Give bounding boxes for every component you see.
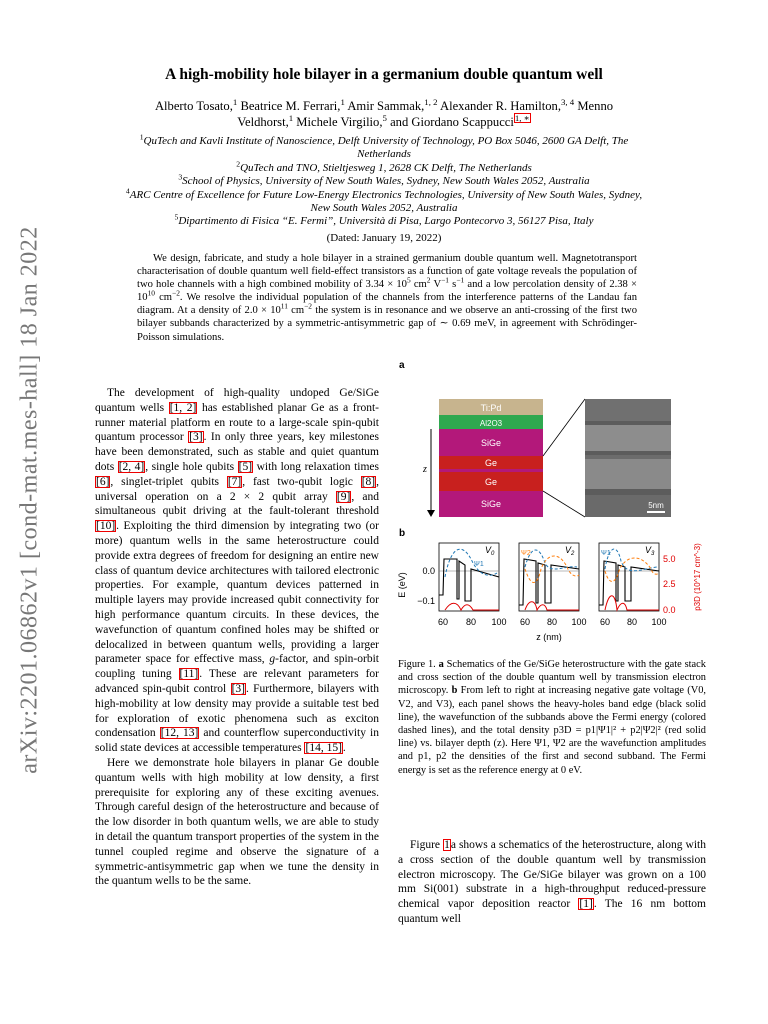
band-panel-v3	[599, 543, 659, 611]
citation-link[interactable]: [14, 15]	[305, 742, 342, 755]
layer-label: Al2O3	[479, 419, 503, 428]
body-column-right	[398, 838, 706, 927]
affiliation: $^3$School of Physics, University of New South Wales, Sydney, New South Wales 2052, Australia	[178, 172, 590, 188]
affiliations	[120, 132, 648, 229]
z-axis-label: z	[423, 464, 427, 475]
author: Amir Sammak,$^{1, 2}$	[347, 96, 438, 113]
panel-title: $V_2$	[565, 545, 575, 557]
svg-text:60: 60	[437, 617, 449, 627]
svg-text:80: 80	[546, 617, 558, 627]
density-curve	[445, 603, 499, 610]
svg-text:80: 80	[626, 617, 638, 627]
citation-link[interactable]: [9]	[336, 490, 351, 503]
author: Alberto Tosato,$^1$	[154, 96, 238, 113]
layer-label: Ti:Pd	[480, 403, 502, 413]
svg-text:100: 100	[491, 617, 507, 627]
svg-text:80: 80	[465, 617, 477, 627]
author: Alexander R. Hamilton,$^{3, 4}$	[439, 96, 575, 113]
panel-b-label: b	[399, 528, 406, 539]
panel-title: $V_0$	[485, 545, 495, 557]
citation-link[interactable]: [1]	[579, 898, 593, 911]
citation-link[interactable]: [8]	[361, 475, 376, 488]
author: Menno Veldhorst,$^1$	[237, 99, 614, 129]
right-axis-label: p3D (10^17 cm^-3)	[693, 543, 702, 611]
z-arrowhead	[427, 510, 435, 517]
affiliation: $^5$Dipartimento di Fisica “E. Fermi”, Università di Pisa, Largo Pontecorvo 3, 56127 Pisa, Italy	[174, 212, 594, 228]
band-panel-v2	[519, 543, 579, 611]
citation-link[interactable]: [2, 4]	[118, 460, 145, 473]
author-list	[130, 98, 638, 130]
svg-text:60: 60	[599, 617, 611, 627]
right-axis	[663, 543, 702, 615]
abstract: We design, fabricate, and study a hole bilayer in a strained germanium double quantum well. Magnetotransport characterisation of double quantum well field-effect transistors as a function of gate voltage reveals the population of two hole channels with a high combined mobility of $3.34 \times 10^5$ $cm^2$ $V^{-1}$ $s^{-1}$ and a low percolation density of $2.38 \times 10^{10}$ $cm^{-2}$. We resolve the individual population of the channels from the interference patterns of the Landau fan diagram. At a density of $2.0 \times 10^{11}$ $cm^{-2}$ the system is in resonance and we observe an anti-crossing of the first two bilayer subbands characterized by a symmetric-antisymmetric gap of ∼ 0.69 meV, in agreement with Schrödinger-Poisson simulations.	[137, 253, 637, 343]
affiliation: $^4$ARC Centre of Excellence for Future Low-Energy Electronics Technologies, University of New South Wales, Sydney, New South Wales 2052, Australia	[125, 185, 643, 215]
figure-ref-link[interactable]: 1	[444, 839, 450, 851]
density-curve	[605, 596, 659, 610]
psi2-label: Ψ2	[521, 550, 531, 557]
citation-link[interactable]: [11]	[179, 668, 199, 681]
density-curve	[525, 602, 579, 610]
x-axis-label: z (nm)	[536, 632, 562, 642]
layer-stack	[439, 399, 543, 517]
svg-text:100: 100	[651, 617, 667, 627]
panel-a-label: a	[399, 360, 405, 371]
author: Beatrice M. Ferrari,$^1$	[240, 96, 345, 113]
date-line: (Dated: January 19, 2022)	[326, 232, 442, 244]
panel-title: $V_3$	[645, 545, 655, 557]
y-tick-label: −0.1	[417, 596, 435, 606]
figure-1	[395, 355, 715, 645]
layer-label: SiGe	[480, 499, 502, 509]
band-edge	[519, 559, 579, 605]
y-tick-label: 0.0	[422, 566, 435, 576]
citation-link[interactable]: [1, 2]	[169, 401, 197, 414]
band-panel-v0	[439, 543, 499, 611]
layer-label: SiGe	[480, 438, 502, 448]
layer-label: Ge	[484, 477, 498, 487]
affiliation: $^1$QuTech and Kavli Institute of Nanoscience, Delft University of Technology, PO Box 5046, 2600 GA Delft, The Netherlands	[139, 132, 629, 161]
paper-title: A high-mobility hole bilayer in a germanium double quantum well	[165, 66, 603, 83]
svg-text:0.0: 0.0	[663, 605, 676, 615]
svg-text:5.0: 5.0	[663, 554, 676, 564]
paragraph: Figure 1a shows a schematics of the heterostructure, along with a cross section of the double quantum well by transmission electron microscopy. The Ge/SiGe bilayer was grown on a 100 mm Si(001) substrate in a high-throughput reduced-pressure chemical vapor deposition reactor [1]. The 16 nm bottom quantum well	[398, 839, 706, 925]
paragraph: The development of high-quality undoped Ge/SiGe quantum wells [1, 2] has established planar Ge as a front-runner material platform en route to a large-scale spin-qubit quantum processor [3]. In only three years, key milestones have been demonstrated, such as stable and quiet quantum dots [2, 4], single hole qubits [5] with long relaxation times [6], singlet-triplet qubits [7], fast two-qubit logic [8], universal operation on a 2 × 2 qubit array [9], and simultaneous qubit driving at the fault-tolerant threshold [10]. Exploiting the third dimension by integrating two (or more) quantum wells in the same heterostructure could provide extra degrees of freedom for designing an entire new class of quantum device architectures with tailored electronic properties. For example, quantum devices patterned in multiple layers may provide increased qubit connectivity for high performance quantum circuits. In these devices, the wavefunction of quantum confined holes may be shifted or delocalized in between quantum wells, providing a larger parameter space for effective mass, g-factor, and spin-orbit coupling tuning [11]. These are relevant parameters for advanced spin-qubit control [3]. Furthermore, bilayers with high-mobility at low density may provide a suitable test bed for exploration of exotic phenomena such as exciton condensation [12, 13] and counterflow superconductivity in solid state devices at accessible temperatures [14, 15].	[95, 387, 379, 755]
svg-text:60: 60	[519, 617, 531, 627]
corresponding-author-link[interactable]: 1, ∗	[514, 112, 530, 123]
svg-text:100: 100	[571, 617, 587, 627]
svg-text:2.5: 2.5	[663, 579, 676, 589]
paragraph: Here we demonstrate hole bilayers in planar Ge double quantum wells with high mobility at low density, a first prerequisite for exploring any of these exciting avenues. Through careful design of the heterostructure and because of the low disorder in both quantum wells, we are able to study in detail the quantum transport properties of the system in the tunnel coupled regime and observe the signature of a symmetric-antisymmetric gap when we tune the density in the quantum wells to be the same.	[95, 756, 379, 888]
layer-spacer	[439, 469, 543, 472]
arxiv-sidebar	[0, 0, 60, 1024]
body-column-left	[95, 386, 379, 889]
y-axis-label: E (eV)	[397, 572, 407, 598]
citation-link[interactable]: [10]	[96, 520, 116, 533]
figure-caption: Figure 1. a Schematics of the Ge/SiGe heterostructure with the gate stack and cross section of the double quantum well by transmission electron microscopy. b From left to right at increasing negative gate voltage (V0, V2, and V3), each panel shows the heavy-holes band edge (black solid line), the wavefunction of the subbands above the Fermi energy (colored dashed lines), and the total density p3D = p1|Ψ1|² + p2|Ψ2|² (red solid line) vs. bilayer depth (z). Here Ψ1, Ψ2 are the wavefunction amplitudes and p1, p2 the densities of the first and second subband. The Fermi energy is set as the reference energy at 0 eV.	[398, 659, 706, 776]
citation-link[interactable]: [5]	[238, 460, 253, 473]
x-tick-labels	[438, 617, 667, 627]
zoom-line	[543, 491, 585, 517]
citation-link[interactable]: [12, 13]	[160, 727, 199, 740]
author: and Giordano Scappucci$^{1, ∗}$	[390, 112, 530, 129]
psi1-label: Ψ1	[601, 550, 611, 557]
citation-link[interactable]: [3]	[189, 431, 203, 444]
citation-link[interactable]: [7]	[227, 475, 242, 488]
tem-scale-bar: 5nm	[648, 501, 664, 510]
arxiv-identifier: arXiv:2201.06862v1 [cond-mat.mes-hall] 18 Jan 2022	[16, 226, 43, 774]
affiliation: $^2$QuTech and TNO, Stieltjesweg 1, 2628 CK Delft, The Netherlands	[236, 159, 532, 174]
psi1-label: Ψ1	[474, 561, 484, 568]
tem-image	[585, 399, 671, 517]
zoom-line	[543, 399, 585, 456]
layer-label: Ge	[484, 458, 498, 468]
citation-link[interactable]: [3]	[231, 682, 245, 695]
citation-link[interactable]: [6]	[96, 475, 110, 488]
author: Michele Virgilio,$^5$	[296, 112, 387, 129]
